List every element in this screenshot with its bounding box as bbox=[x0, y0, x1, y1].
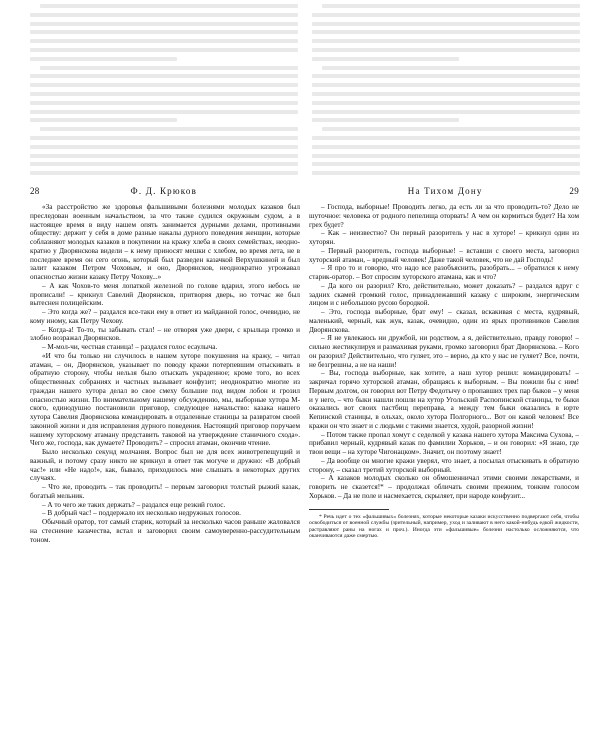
left-page bbox=[30, 186, 300, 742]
paragraph: – А казаков молодых сколько он обмошенничал этими своими лекарствами, и говорить не сказется!* – продолжал обличать своими прежним, тонким голосом Хорьков. – Да не поле и насмехается, скрыляет, при народе конфузит... bbox=[309, 474, 579, 500]
faded-text-line bbox=[30, 101, 298, 105]
faded-text-line bbox=[30, 57, 177, 61]
faded-text-line bbox=[30, 83, 298, 87]
paragraph: – Потом также пропал хомут с седелкой у казака нашего хутора Максима Сухова, – прибавил черный, кудрявый казак по фамилии Хорьков, – и он говорил: «Я знаю, где твои вещи – на хуторе Чигонацком». Значит, он поэтому знает! bbox=[309, 430, 579, 456]
paragraph: – Да вообще он многие кражи уверял, что знает, а посылал отыскивать в обратную сторону, – сказал третий хуторской выборный. bbox=[309, 456, 579, 474]
faded-text-line bbox=[312, 22, 580, 26]
faded-text-line bbox=[312, 101, 580, 105]
faded-text-line bbox=[312, 39, 580, 43]
faded-text-line bbox=[30, 171, 298, 175]
faded-text-line bbox=[40, 66, 298, 70]
faded-text-line bbox=[312, 154, 580, 158]
faded-text-line bbox=[312, 162, 580, 166]
paragraph: – М-мол-чи, честная станица! – раздался голос есаулыча. bbox=[42, 343, 218, 351]
faded-text-line bbox=[40, 4, 298, 8]
faded-text-line bbox=[312, 92, 580, 96]
footnote-rule bbox=[309, 509, 389, 510]
left-page-header: Ф. Д. Крюков bbox=[130, 186, 198, 196]
faded-text-line bbox=[30, 48, 298, 52]
faded-text-line bbox=[30, 118, 177, 122]
left-page-number: 28 bbox=[30, 186, 40, 196]
paragraph: – Как – неизвестно? Он первый разоритель у нас в хуторе! – крикнул один из хуторян. bbox=[309, 229, 579, 246]
faded-text-line bbox=[30, 39, 298, 43]
faded-text-line bbox=[30, 162, 298, 166]
faded-text-line bbox=[322, 127, 580, 131]
paragraph: – Вы, господа выборные, как хотите, а наш хутор решил: командировать! – закричал горячо хуторской атаман, обращаясь к выборным. – Вы пожили бы с ним! Первым долгом, он говорил вот Петру Федотычу о пропавших трех пар быков – у меня и у него, – что быки нашли пошли на хутор Угольский Распопинской станицы, те быки оказались вот своих пастбищ переправа, а между тем быки оказались в юрте Кепинской станицы, в ольхах, около хутора Полгорного... Вот он какой человек! Все кражи он что знает и с людьми с такими знается, худой, разорной жизни! bbox=[309, 369, 579, 430]
faded-text-line bbox=[312, 136, 580, 140]
paragraph: – Когда-а! То-то, ты забывать стал! – не отворяя уже двери, с крыльца громко и злобно возражал Дворянсков. bbox=[30, 325, 300, 343]
faded-text-line bbox=[322, 66, 580, 70]
faded-text-line bbox=[30, 22, 298, 26]
left-page-body bbox=[30, 203, 300, 544]
faded-text-line bbox=[312, 83, 580, 87]
faded-text-line bbox=[30, 145, 298, 149]
faded-text-line bbox=[312, 48, 580, 52]
paragraph: «И что бы только ни случилось в нашем хуторе покушения на кражу, – читал атаман, – он, Дворянсков, указывает по поводу кражи потерпевшим отыскивать в обратную сторону, чтобы нельзя было отыскать украденное; кроме того, во всех общественных собраниях и частных вызывает конфузит; неоднократно многие из граждан нашего хутора делал во свое смеху большие под видом лобон и грозил опасностью жизни. По внимательному нашему обсуждению, мы, выборные хутора М-ского, единодушно постановили приговор, следующее начальство: казака нашего хутора Савелия Дворянскова командировать в отдаленные станицы за развратом своей законной жизни и для исправления дурного поведения. Настоящий приговор поручаем нашему хуторскому атаману представить таковой на утверждение станичного схода». Чего же, господа, как думаете? Проводить? – спросил атаман, окончив чтение. bbox=[30, 351, 300, 448]
faded-text-line bbox=[30, 74, 298, 78]
faded-text-line bbox=[30, 92, 298, 96]
paragraph: – Первый разоритель, господа выборные! – вставши с своего места, заговорил хуторский атаман, – вредный человек! Даже такой человек, что не дай Господь! bbox=[309, 246, 579, 264]
right-page-number: 29 bbox=[569, 186, 579, 196]
faded-text-line bbox=[312, 74, 580, 78]
paragraph: – Это, господа выборные, брат ему! – сказал, вскакивая с места, кудрявый, маленький, черный, как жук, казак, очевидно, один из ярых противников Савелия Дворянскова. bbox=[309, 308, 579, 334]
paragraph: «За расстройство же здоровья фальшивыми болезнями молодых казаков был преследован военным начальством, за что также судился окружным судом, а в настоящее время в виду нашем опять занимается дурными делами, противными обществу: держит у себя в доме разные накалы дурного поведения женщин, которые соблазняют молодых казаков в покупении на кражу хлеба в своих семействах, неоднократно у Дворянскова видели – к нему приносят мешки с хлебом, во время лета, не в последнее время он сего огонь, который был разведен казачкой Верхушкиной и был залит казаком Петром Чоховым, и оно, Дворянсков, неоднократно угрожавал опасностью жизни казаку Петру Чохову...» bbox=[30, 203, 300, 281]
paragraph: – Господа, выборные! Проводить легко, да есть ли за что проводить-то? Дело не шуточное: человека от родного пепелища оторвать! А чем он кормиться будет? На хом грех будет? bbox=[309, 203, 579, 229]
faded-text-line bbox=[312, 57, 459, 61]
faded-text-line bbox=[30, 30, 298, 34]
faded-text-line bbox=[312, 171, 580, 175]
faded-text-line bbox=[30, 110, 298, 114]
faded-text-line bbox=[312, 110, 580, 114]
left-running-head bbox=[30, 186, 300, 198]
faded-text-line bbox=[30, 13, 298, 17]
paragraph: – В добрый час! – поддержало их несколько недружных голосов. bbox=[42, 509, 241, 518]
paragraph: – А то чего же таких держать? – раздался еще резкий голос. bbox=[42, 500, 226, 509]
paragraph: – Я про то и говорю, что надо все разобъяснить, разобрать... – обратился к нему старик-оратор. – Вот спросим хуторского атамана, как и что? bbox=[309, 264, 579, 281]
paragraph: – Я не увлекаюсь ни дружбой, ни родством, а я, действительно, правду говорю! – сильно жестикулируя и размахивая руками, громко заговорил брат Дворянскова. – Кого он разорил? Действительно, что гуляет, это – верно, да кто у нас не гуляет? Все, почти, не безгрешны, а не на наши! bbox=[309, 334, 579, 369]
right-running-head bbox=[309, 186, 579, 198]
paragraph: – Что же, проводить – так проводить! – первым заговорил толстый рыжий казак, богатый мельник. bbox=[30, 483, 300, 500]
paragraph: Обычный оратор, тот самый старик, который за несколько часов раньше жаловался на стеснение казачества, встал и заговорил своим самоуверенно-рассудительным тоном. bbox=[30, 518, 300, 544]
faded-text-line bbox=[312, 118, 459, 122]
right-page-body bbox=[309, 203, 579, 501]
faded-text-line bbox=[312, 13, 580, 17]
faded-text-line bbox=[312, 145, 580, 149]
previous-spread-fragment bbox=[0, 0, 600, 182]
paragraph: – Это когда же? – раздался все-таки ему в ответ из майданной голос, очевидно, не кому иному, как Петру Чехову. bbox=[30, 308, 300, 325]
faded-text-line bbox=[40, 127, 298, 131]
faded-text-line bbox=[30, 154, 298, 158]
paragraph: – Да кого он разорил? Кто, действительно, может доказать? – раздался вдруг с задних скамей громкий голос, принадлежавший казаку с широким, энергическим лицом и с небольшою русою бородкой. bbox=[309, 281, 579, 308]
footnote: * Речь идет о тех «фальшивых» болезнях, которые некоторые казаки искусственно подвергают себя, чтобы освободиться от военной службы (зрительный, например, уход и заливают в него какой-нибудь едкой жидкости, растравляют раны на ногах и проч.). Иногда эти «фальшивые» болезни настолько осложняются, что оканчиваются даже смертью. bbox=[309, 513, 579, 540]
faded-text-line bbox=[30, 136, 298, 140]
faded-text-line bbox=[312, 30, 580, 34]
faded-text-line bbox=[322, 4, 580, 8]
right-page bbox=[309, 186, 579, 742]
right-page-header: На Тихом Дону bbox=[407, 186, 483, 196]
paragraph: – А как Чохов-то меня лопаткой железной по голове вдарил, этого небось не прописали! – крикнул Савелий Дворянсков, притворяя дверь, но тотчас же был вытеснен полицейским. bbox=[30, 281, 300, 308]
paragraph: Было несколько секунд молчания. Вопрос был не для всех животрепещущий и важный, и потому сразу никто не крикнул в ответ так могуче и дружно: «В добрый час!» или «Не надо!», как, бывало, приходилось мне слышать в некоторых других случаях. bbox=[30, 448, 300, 483]
